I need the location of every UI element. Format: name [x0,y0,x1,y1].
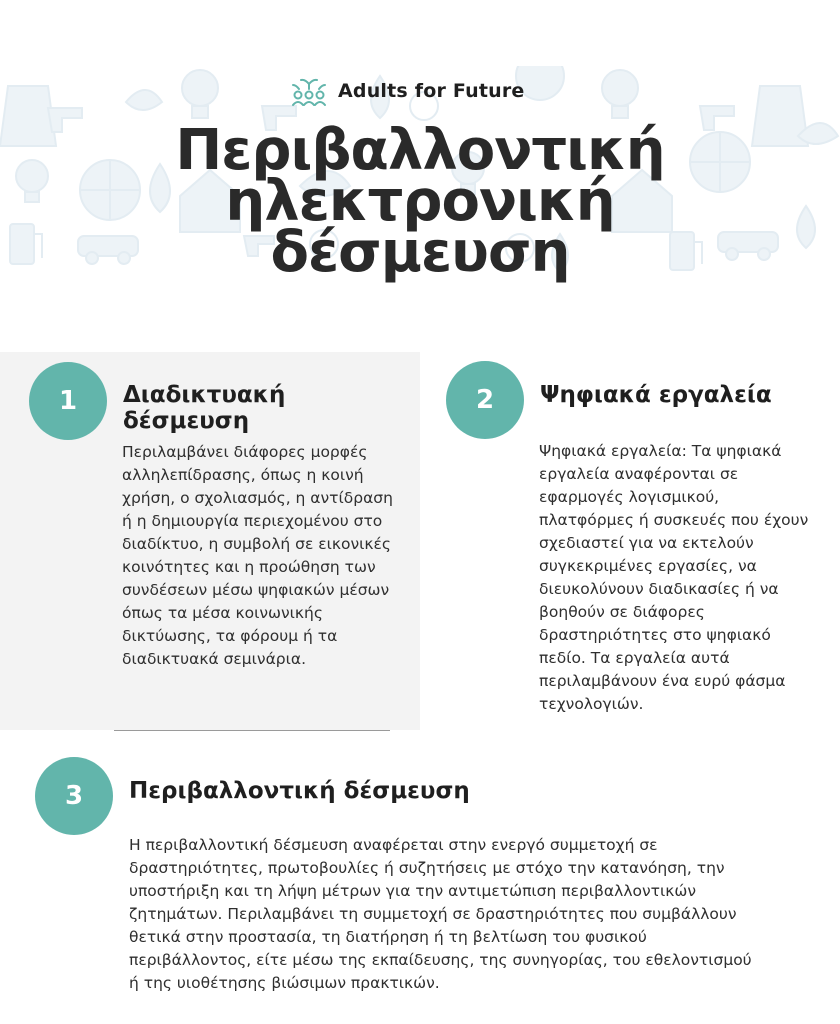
leaf-icon [126,90,162,110]
page-title-line-3: δέσμευση [270,220,570,285]
section-divider [114,730,390,731]
section-1-body: Περιλαμβάνει διάφορες μορφές αλληλεπίδρασης, όπως η κοινή χρήση, ο σχολιασμός, η αντίδραση ή η δημιουργία περιεχομένου στο διαδίκτυο, η συμβολή σε εικονικές κοινότητες και η προώθηση των συνδέσεων μέσω ψηφιακών μέσων όπως τα μέσα κοινωνικής δικτύωσης, τα φόρουμ ή τα διαδικτυακά σεμινάρια. [122,443,393,668]
people-sprout-icon [290,76,328,106]
lightbulb-icon [602,70,638,118]
lightbulb-icon [182,70,218,118]
section-3-number-badge: 3 [35,757,113,835]
section-2-title: Ψηφιακά εργαλεία [540,382,772,408]
section-1-number-badge: 1 [29,362,107,440]
section-2-number-badge: 2 [446,361,524,439]
section-3-title: Περιβαλλοντική δέσμευση [129,778,470,804]
page-title-line-1: Περιβαλλοντική [175,118,665,183]
brand [290,76,524,106]
page-title-line-2: ηλεκτρονική [225,169,615,234]
hero-banner [0,0,840,300]
section-2-body: Ψηφιακά εργαλεία: Τα ψηφιακά εργαλεία αναφέρονται σε εφαρμογές λογισμικού, πλατφόρμες ή συσκευές που έχουν σχεδιαστεί για να εκτελούν συγκεκριμένες εργασίες, να διευκολύνουν διαδικασίες ή να βοηθούν σε διάφορες δραστηριότητες στο ψηφιακό πεδίο. Τα εργαλεία αυτά περιλαμβάνουν ένα ευρύ φάσμα τεχνολογιών. [539,442,809,713]
brand-name: Adults for Future [338,80,525,102]
section-3-body: Η περιβαλλοντική δέσμευση αναφέρεται στην ενεργό συμμετοχή σε δραστηριότητες, πρωτοβουλίες ή συζητήσεις με στόχο την κατανόηση, την υποστήριξη και τη λήψη μέτρων για την αντιμετώπιση περιβαλλοντικών ζητημάτων. Περιλαμβάνει τη συμμετοχή σε δραστηριότητες που συμβάλλουν θετικά στην προστασία, τη διατήρηση ή τη βελτίωση του φυσικού περιβάλλοντος, είτε μέσω της εκπαίδευσης, της συνηγορίας, του εθελοντισμού ή της υιοθέτησης βιώσιμων πρακτικών. [129,836,752,992]
section-1-title: Διαδικτυακή δέσμευση [123,382,286,434]
page-title [0,118,840,285]
